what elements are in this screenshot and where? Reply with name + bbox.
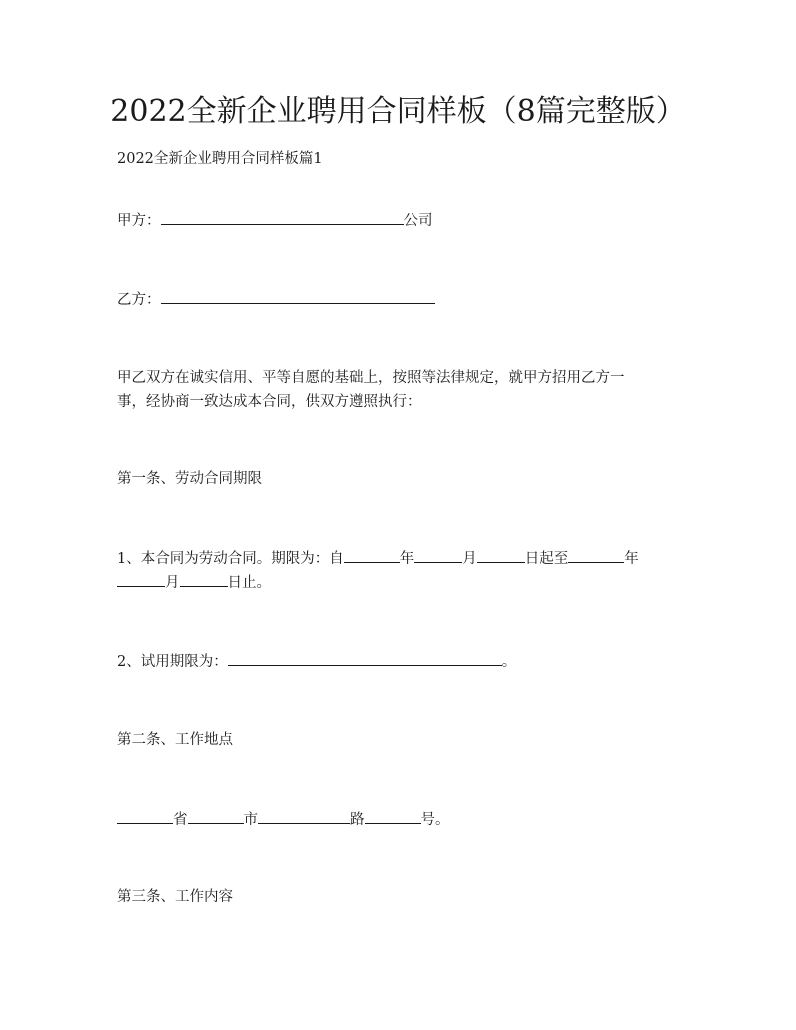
- day-end-label: 日止。: [227, 575, 271, 591]
- day-from-label: 日起至: [524, 551, 569, 567]
- year2-label: 年: [624, 551, 639, 567]
- start-day-blank: [477, 546, 525, 563]
- clause-2-prefix: 2、试用期限为：: [117, 654, 228, 670]
- party-b-line: [117, 287, 435, 312]
- probation-blank: [228, 649, 502, 666]
- party-b-blank: [161, 287, 435, 304]
- clause-1-prefix: 1、本合同为劳动合同。期限为：自: [117, 551, 344, 567]
- article-3-title: 第三条、工作内容: [117, 889, 233, 905]
- start-year-blank: [344, 546, 400, 563]
- party-a-label: 甲方：: [117, 213, 161, 229]
- end-day-blank: [180, 570, 228, 587]
- end-year-blank: [568, 546, 624, 563]
- year-label: 年: [399, 551, 415, 567]
- party-a-line: [117, 208, 433, 233]
- party-b-label: 乙方：: [117, 292, 161, 308]
- road-label: 路: [350, 812, 365, 828]
- road-blank: [258, 807, 350, 824]
- intro-line-2: 事，经协商一致达成本合同，供双方遵照执行：: [117, 394, 422, 410]
- article-2-title: 第二条、工作地点: [117, 732, 233, 748]
- city-label: 市: [243, 812, 258, 828]
- party-a-suffix: 公司: [403, 213, 433, 229]
- number-label: 号。: [420, 812, 450, 828]
- province-blank: [117, 807, 173, 824]
- document-title: 2022全新企业聘用合同样板（8篇完整版）: [110, 94, 686, 129]
- month2-label: 月: [165, 575, 180, 591]
- clause-1-line-2: [117, 570, 271, 595]
- clause-2-suffix: 。: [501, 654, 517, 670]
- article-1-title: 第一条、劳动合同期限: [117, 471, 262, 487]
- address-line: [117, 807, 450, 832]
- intro-line-1: 甲乙双方在诚实信用、平等自愿的基础上，按照等法律规定，就甲方招用乙方一: [117, 370, 625, 386]
- clause-2-line: [117, 649, 516, 674]
- party-a-blank: [161, 208, 404, 225]
- section-subtitle: 2022全新企业聘用合同样板篇1: [117, 151, 323, 167]
- end-month-blank: [117, 570, 165, 587]
- province-label: 省: [173, 812, 188, 828]
- month-label: 月: [462, 551, 477, 567]
- city-blank: [188, 807, 244, 824]
- start-month-blank: [414, 546, 462, 563]
- clause-1-line-1: [117, 546, 639, 571]
- number-blank: [365, 807, 421, 824]
